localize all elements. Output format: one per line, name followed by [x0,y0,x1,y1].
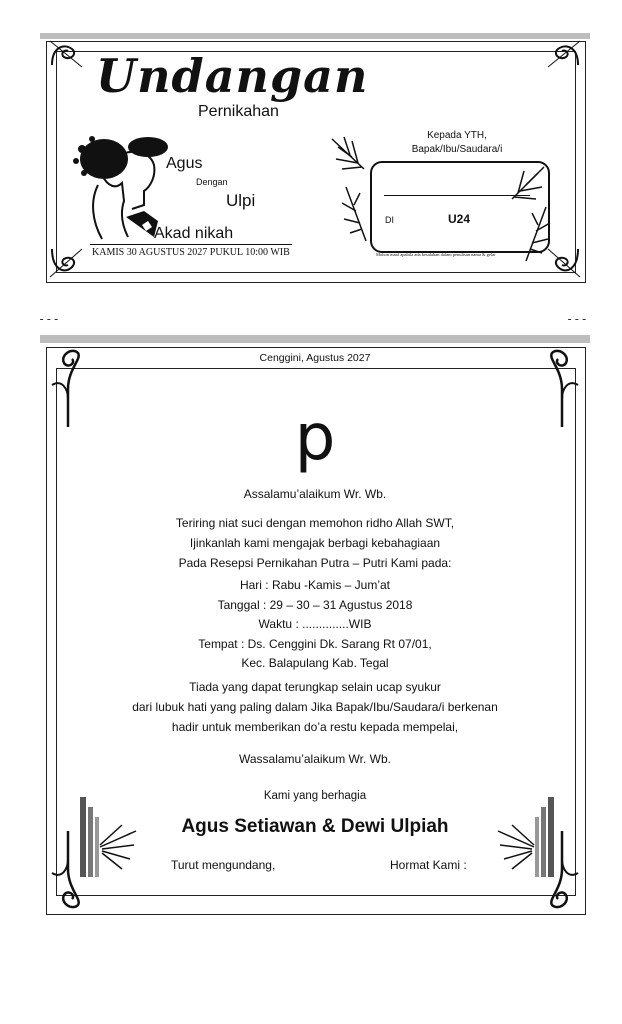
place-date: Cenggini, Agustus 2027 [259,352,371,364]
address-line [384,195,530,196]
couple-full-names: Agus Setiawan & Dewi Ulpiah [181,816,449,837]
card-top-bar [40,335,590,343]
corner-ornament-icon [48,39,84,69]
opening-greeting: Assalamu’alaikum Wr. Wb. [243,487,387,501]
dengan-label: Dengan [196,177,228,187]
event-name: Akad nikah [154,225,234,242]
event-details [40,576,590,674]
card-top-bar [40,33,590,39]
address-box [370,161,550,253]
event-date: KAMIS 30 AGUSTUS 2027 PUKUL 10:00 WIB [92,247,290,258]
cut-mark-right: --- [566,312,588,326]
intro-line: Pada Resepsi Pernikahan Putra – Putri Kami pada: [178,556,452,570]
invitation-subtitle: Pernikahan [198,103,279,120]
palm-leaf-icon [328,133,368,173]
intro-line: Teriring niat suci dengan memohon ridho Allah SWT, [175,516,455,530]
detail-place-2: Kec. Balapulang Kab. Tegal [241,656,389,670]
co-inviter-label: Turut mengundang, [171,858,276,872]
cut-mark-left: --- [38,312,60,326]
name-error-note: Mohon maaf apabila ada kesalahan dalam penulisan nama & gelar [376,252,496,257]
monogram-letter: p [294,401,336,475]
invitation-code: U24 [448,212,471,226]
closing-greeting: Wassalamu’alaikum Wr. Wb. [238,752,392,766]
intro-paragraph [40,513,590,573]
detail-date: Tanggal : 29 – 30 – 31 Agustus 2018 [217,597,413,612]
closing-line: dari lubuk hati yang paling dalam Jika Bapak/Ibu/Saudara/i berkenan [132,700,498,714]
di-label: DI [385,215,394,225]
invitation-title: Undangan [96,49,369,103]
happy-family-label: Kami yang berhagia [263,790,367,802]
closing-line: Tiada yang dapat terungkap selain ucap syukur [189,680,441,694]
intro-line: Ijinkanlah kami mengajak berbagi kebahagiaan [189,536,441,550]
closing-line: hadir untuk memberikan do’a restu kepada mempelai, [171,720,459,734]
detail-day: Hari : Rabu -Kamis – Jum’at [239,578,391,592]
recipient-line-1: Kepada YTH, [427,130,487,141]
invitation-envelope-card [40,33,590,285]
invitation-letter-card [40,335,590,917]
recipient-heading [402,129,512,157]
detail-time: Waktu : ..............WIB [258,617,372,631]
recipient-line-2: Bapak/Ibu/Saudara/i [411,144,503,155]
regards-label: Hormat Kami : [390,858,467,872]
detail-place: Tempat : Ds. Cenggini Dk. Sarang Rt 07/01, [198,636,432,651]
corner-ornament-icon [546,39,582,69]
closing-paragraph [40,677,590,737]
bride-name: Ulpi [226,191,256,210]
palm-leaf-icon [340,183,370,243]
groom-name: Agus [166,155,203,172]
divider [90,244,292,245]
corner-ornament-icon [48,245,84,279]
